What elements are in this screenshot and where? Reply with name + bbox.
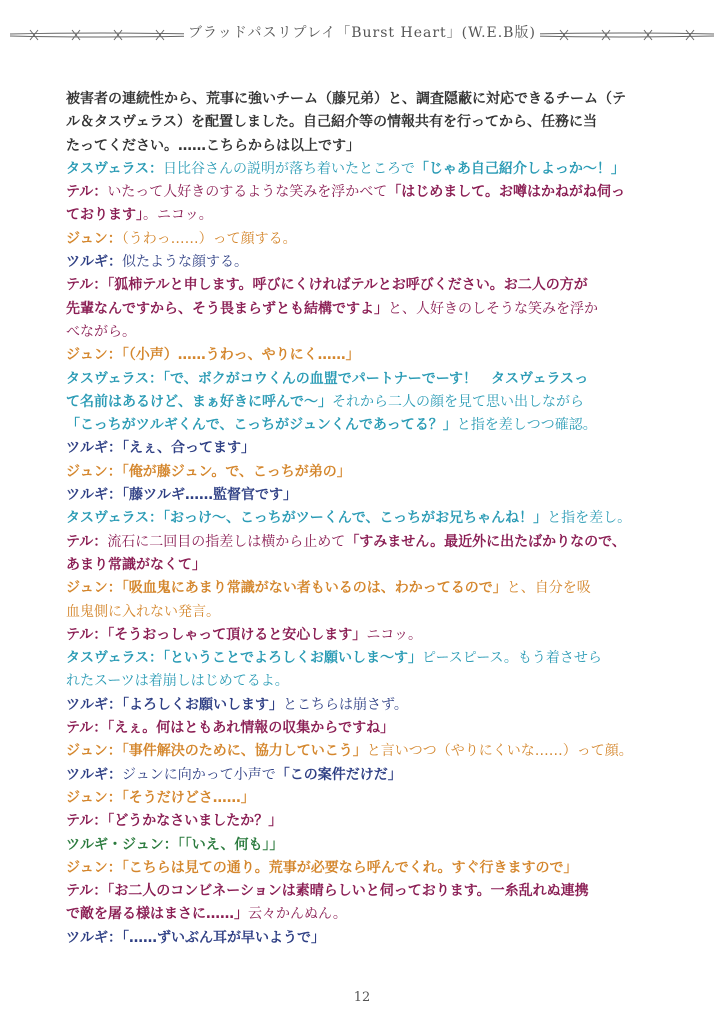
text-segment: テル：	[66, 533, 108, 550]
document-body	[66, 88, 666, 950]
text-line	[66, 414, 666, 437]
text-line	[66, 321, 666, 344]
text-line	[66, 181, 666, 204]
text-line	[66, 158, 666, 181]
text-segment: ツルギ：「えぇ、合ってます」	[66, 440, 255, 457]
text-segment: ジュン：「事件解決のために、協力していこう」	[66, 743, 367, 760]
text-segment: タスヴェラス：	[66, 160, 164, 177]
text-line	[66, 670, 666, 693]
text-segment: ジュン：	[66, 230, 122, 247]
text-line	[66, 764, 666, 787]
text-line	[66, 251, 666, 274]
text-line	[66, 577, 666, 600]
text-segment: 被害者の連続性から、荒事に強いチーム（藤兄弟）と、調査隠蔽に対応できるチーム（テ	[66, 91, 626, 107]
text-segment: 云々かんぬん。	[248, 906, 347, 923]
text-segment: ニコッ。	[366, 626, 423, 643]
text-segment: テル：「えぇ。何はともあれ情報の収集からですね」	[66, 720, 395, 737]
text-line	[66, 880, 666, 903]
text-segment: テル：	[66, 184, 108, 201]
text-segment: テル：「狐柿テルと申します。呼びにくければテルとお呼びください。お二人の方が	[66, 277, 588, 294]
text-line	[66, 368, 666, 391]
text-segment: ツルギ：「よろしくお願いします」	[66, 696, 283, 713]
text-line	[66, 857, 666, 880]
text-segment: ジュン：「吸血鬼にあまり常識がない者もいるのは、わかってるので」	[66, 580, 507, 597]
text-line	[66, 204, 666, 227]
text-segment: 「この案件だけだ」	[275, 766, 402, 783]
text-segment: タスヴェラス：「で、ボクがコウくんの血盟でパートナーでーす！ タスヴェラスっ	[66, 370, 589, 387]
text-segment: と、人好きのしそうな笑みを浮か	[388, 300, 598, 317]
text-segment: 「じゃあ自己紹介しよっか〜！」	[414, 160, 625, 177]
text-segment: ジュン：「そうだけどさ……」	[66, 789, 255, 806]
text-segment: ジュン：「（小声）……うわっ、やりにく……」	[66, 347, 360, 364]
text-segment: ツルギ：「……ずいぶん耳が早いようで」	[66, 929, 325, 946]
text-line	[66, 694, 666, 717]
text-segment: ジュン：「こちらは見ての通り。荒事が必要なら呼んでくれ。すぐ行きますので」	[66, 859, 578, 876]
page-header	[0, 18, 724, 48]
text-line	[66, 507, 666, 530]
text-line	[66, 391, 666, 414]
text-segment: と、自分を吸	[506, 580, 591, 597]
text-line	[66, 647, 666, 670]
text-segment: ジュン：「俺が藤ジュン。で、こっちが弟の」	[66, 463, 351, 480]
text-segment: テル：「お二人のコンビネーションは素晴らしいと伺っております。一糸乱れぬ連携	[66, 883, 589, 900]
text-segment: 日比谷さんの説明が落ち着いたところで	[163, 160, 415, 177]
text-segment: と指を差し。	[547, 510, 632, 527]
text-line	[66, 437, 666, 460]
text-segment: （うわっ……）って顔する。	[121, 230, 297, 247]
text-segment: 似たような顔する。	[122, 254, 248, 271]
text-segment: ジュンに向かって小声で	[122, 766, 276, 783]
text-line	[66, 903, 666, 926]
text-segment: テル：「そうおっしゃって頂けると安心します」	[66, 626, 367, 643]
text-segment: ツルギ：	[66, 254, 122, 271]
text-segment: 「はじめまして。お噂はかねがね伺っ	[387, 184, 626, 201]
text-line	[66, 111, 666, 134]
text-line	[66, 601, 666, 624]
text-line	[66, 531, 666, 554]
text-line	[66, 344, 666, 367]
text-segment: 先輩なんですから、そう畏まらずとも結構ですよ」	[66, 300, 388, 317]
text-segment: 「すみません。最近外に出たばかりなので、	[345, 533, 626, 550]
text-line	[66, 740, 666, 763]
text-segment: 血鬼側に入れない発言。	[66, 603, 220, 620]
text-segment: ピースピース。もう着させら	[422, 650, 602, 667]
text-segment: テル：「どうかなさいましたか？」	[66, 813, 283, 830]
text-segment: ツルギ：	[66, 766, 122, 783]
text-segment: と言いつつ（やりにくいな……）って顔。	[366, 743, 633, 760]
text-segment: とこちらは崩さず。	[283, 696, 408, 713]
text-line	[66, 810, 666, 833]
text-segment: 流石に二回目の指差しは横から止めて	[107, 533, 346, 550]
text-segment: ル＆タスヴェラス）を配置しました。自己紹介等の情報共有を行ってから、任務に当	[66, 114, 598, 131]
text-line	[66, 298, 666, 321]
text-segment: タスヴェラス：「ということでよろしくお願いしま〜す」	[66, 650, 423, 667]
text-segment: いたって人好きのするような笑みを浮かべて	[107, 184, 388, 201]
text-segment: と指を差しつつ確認。	[456, 417, 597, 434]
text-segment: ツルギ：「藤ツルギ……監督官です」	[66, 487, 297, 504]
text-line	[66, 927, 666, 950]
text-line	[66, 228, 666, 251]
text-segment: 「こっちがツルギくんで、こっちがジュンくんであってる？」	[66, 417, 457, 434]
text-segment: それから二人の顔を見て思い出しながら	[332, 393, 584, 410]
text-segment: ております」	[66, 207, 143, 224]
text-segment: タスヴェラス：「おっけ〜、こっちがツーくんで、こっちがお兄ちゃんね！」	[66, 510, 548, 527]
text-line	[66, 787, 666, 810]
text-line	[66, 88, 666, 111]
text-segment: 。ニコッ。	[143, 207, 213, 224]
text-line	[66, 717, 666, 740]
text-segment: あまり常識がなくて」	[66, 556, 206, 573]
text-line	[66, 834, 666, 857]
page-number: 12	[353, 990, 371, 1005]
text-segment: で敵を屠る様はまさに……」	[66, 906, 248, 923]
header-title: ブラッドパスリプレイ「Burst Heart」(W.E.B版)	[0, 22, 724, 42]
text-segment: て名前はあるけど、まぁ好きに呼んで〜」	[66, 393, 332, 410]
text-segment: ツルギ・ジュン：「「いえ、何も」」	[66, 836, 284, 853]
text-line	[66, 554, 666, 577]
text-line	[66, 484, 666, 507]
text-line	[66, 624, 666, 647]
text-segment: れたスーツは着崩しはじめてるよ。	[66, 673, 289, 690]
text-segment: べながら。	[66, 323, 136, 340]
text-line	[66, 135, 666, 158]
text-segment: たってください。……こちらからは以上です」	[66, 137, 360, 154]
text-line	[66, 461, 666, 484]
text-line	[66, 274, 666, 297]
